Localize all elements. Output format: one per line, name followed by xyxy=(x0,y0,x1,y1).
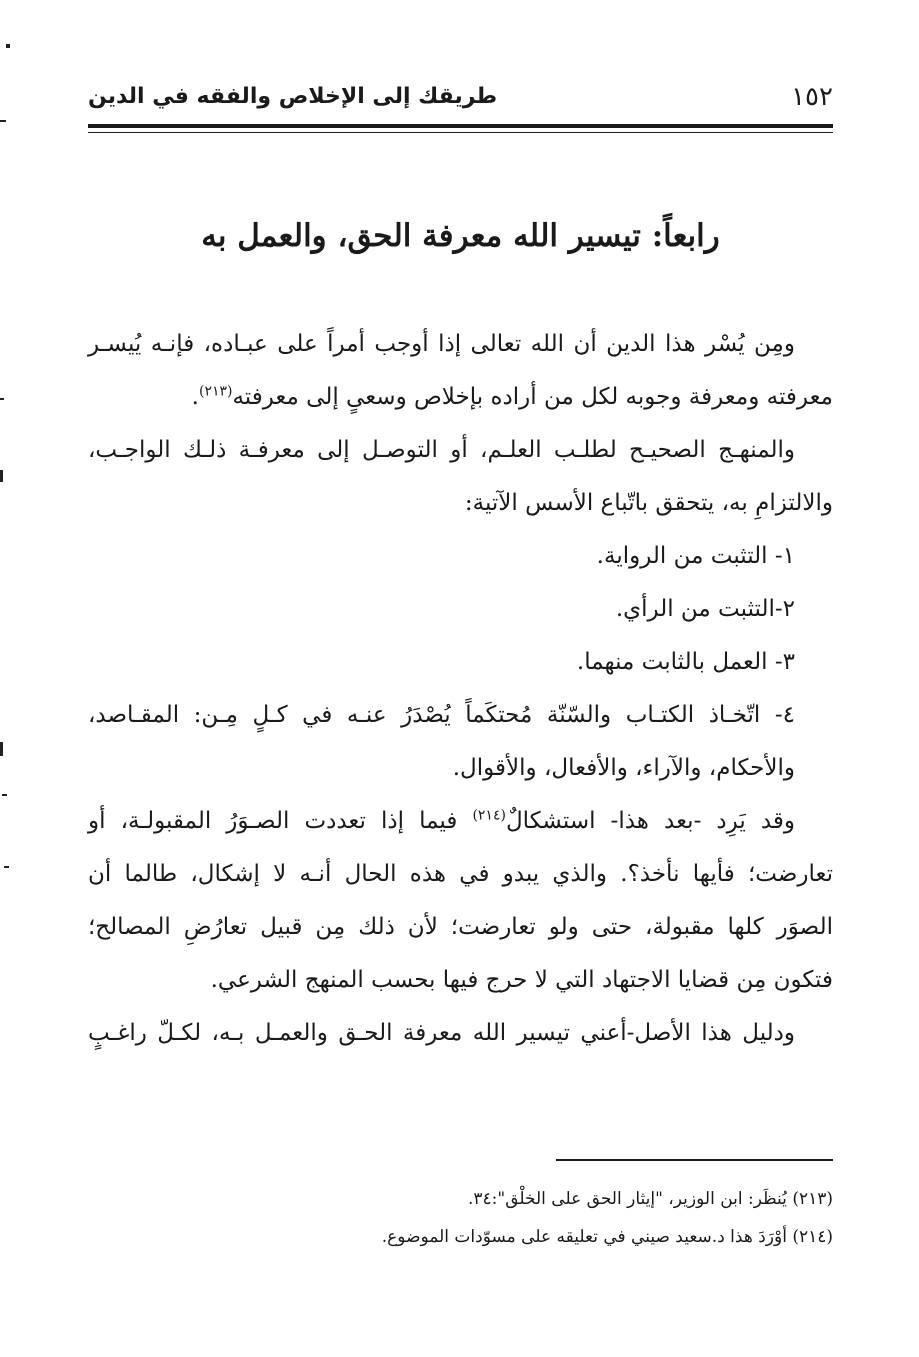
text-segment: . xyxy=(191,384,199,410)
text-line: ودليل هذا الأصل-أعني تيسير الله معرفة الحـق والعمـل بـه، لكـلّ راغـبٍ xyxy=(88,1020,795,1046)
footnote: (٢١٣) يُنظَر: ابن الوزير، "إيثار الحق على الخلْق":٣٤. xyxy=(468,1189,833,1209)
footnote-ref[interactable]: (٢١٤) xyxy=(472,807,506,824)
list-item: ٢-التثبت من الرأي. xyxy=(615,596,795,622)
text-line: ومِن يُسْر هذا الدين أن الله تعالى إذا أوجب أمراً على عبـاده، فإنـه يُيسـر xyxy=(88,331,795,357)
scan-margin-mark xyxy=(6,44,10,48)
scan-margin-mark xyxy=(4,866,9,868)
list-item: ٤- اتّخـاذ الكتـاب والسّنّة مُحتكَماً يُصْدَرُ عنـه في كـلٍ مِـن: المقـاصد، xyxy=(88,702,795,728)
text-segment: معرفته ومعرفة وجوبه لكل من أراده بإخلاص وسعىٍ إلى معرفته xyxy=(232,384,833,410)
footnote: (٢١٤) أوْرَدَ هذا د.سعيد صيني في تعليقه على مسوّدات الموضوع. xyxy=(381,1227,833,1247)
scan-margin-mark xyxy=(0,470,3,482)
list-item: ١- التثبت من الرواية. xyxy=(596,543,795,569)
footnote-separator xyxy=(556,1159,833,1161)
text-segment: وقد يَرِد -بعد هذا- استشكالٌ xyxy=(505,808,796,834)
text-line: الصوَر كلها مقبولة، حتى ولو تعارضت؛ لأن ذلك مِن قبيل تعارُضِ المصالح؛ xyxy=(88,914,833,940)
text-line xyxy=(88,371,833,424)
scan-margin-mark xyxy=(2,794,7,796)
text-segment: فيما إذا تعددت الصـوَرُ المقبولـة، أو xyxy=(88,808,473,834)
header-rule-thin xyxy=(88,132,833,133)
text-line: فتكون مِن قضايا الاجتهاد التي لا حرج فيها بحسب المنهج الشرعي. xyxy=(210,967,833,993)
list-item: ٣- العمل بالثابت منهما. xyxy=(576,649,795,675)
text-line xyxy=(88,795,833,848)
scan-margin-mark xyxy=(0,120,6,122)
text-line: والالتزامِ به، يتحقق باتّباع الأسس الآتية: xyxy=(464,490,833,516)
body-text xyxy=(88,318,833,1060)
text-line: والمنهـج الصحيـح لطلـب العلـم، أو التوصـل إلى معرفـة ذلـك الواجـب، xyxy=(88,437,795,463)
scan-margin-mark xyxy=(0,398,4,400)
text-line: والأحكام، والآراء، والأفعال، والأقوال. xyxy=(452,755,795,781)
scan-margin-mark xyxy=(0,742,3,756)
footnotes xyxy=(88,1180,833,1256)
header-rule-thick xyxy=(88,124,833,128)
running-title: طريقك إلى الإخلاص والفقه في الدين xyxy=(88,84,498,109)
page-number: ١٥٢ xyxy=(791,82,833,112)
text-line: تعارضت؛ فأيها نأخذ؟. والذي يبدو في هذه الحال أنـه لا إشكال، طالما أن xyxy=(88,861,833,887)
footnote-ref[interactable]: (٢١٣) xyxy=(198,383,233,400)
section-title: رابعاً: تيسير الله معرفة الحق، والعمل به xyxy=(201,218,720,254)
page-header xyxy=(88,78,833,118)
